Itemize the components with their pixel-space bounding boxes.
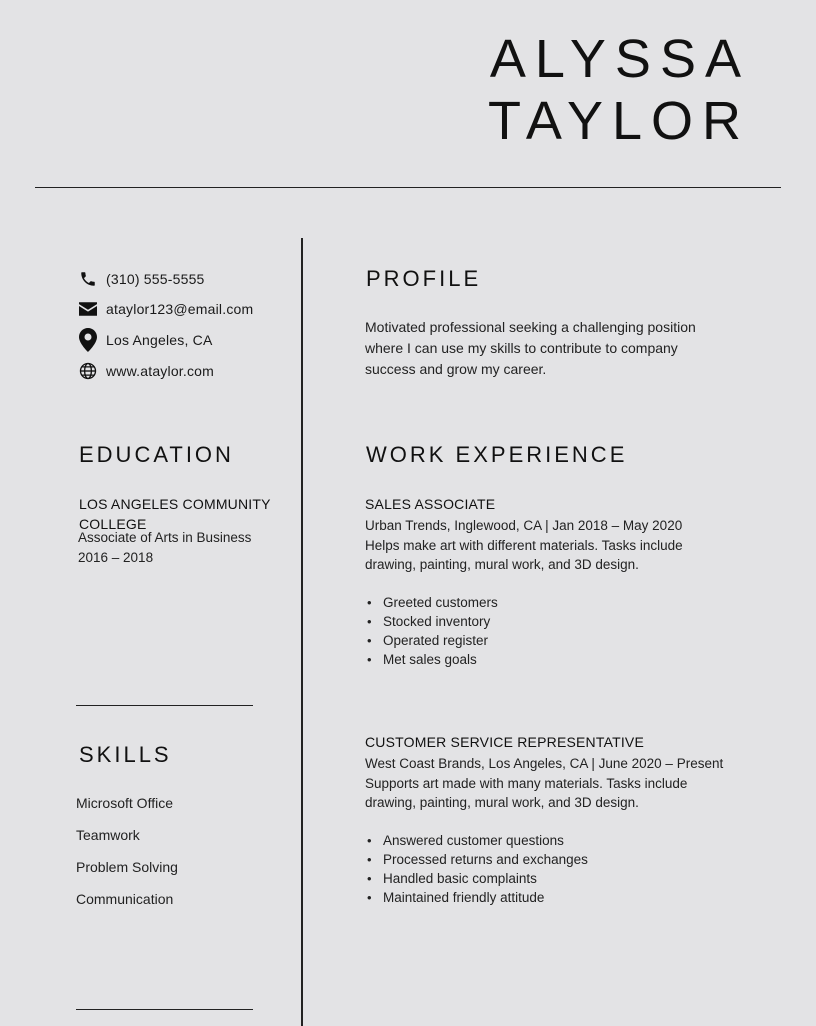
skill-item: Teamwork (76, 827, 140, 843)
skills-bottom-divider (76, 1009, 253, 1010)
list-item: • Stocked inventory (365, 612, 498, 631)
job-description-line2: drawing, painting, mural work, and 3D design. (365, 557, 639, 572)
job-bullet-list (365, 831, 588, 907)
job-description-line1: Supports art made with many materials. Tasks include (365, 776, 688, 791)
location-text: Los Angeles, CA (106, 332, 213, 348)
first-name: ALYSSA (489, 29, 750, 89)
skills-top-divider (76, 705, 253, 706)
profile-line-1: Motivated professional seeking a challenging position (365, 319, 696, 335)
job-title: CUSTOMER SERVICE REPRESENTATIVE (365, 734, 644, 750)
column-divider (301, 238, 303, 1026)
list-item: • Answered customer questions (365, 831, 588, 850)
skill-item: Problem Solving (76, 859, 178, 875)
resume-name (488, 28, 750, 152)
job-meta: West Coast Brands, Los Angeles, CA | June 2020 – Present (365, 756, 724, 771)
email-text: ataylor123@email.com (106, 301, 254, 317)
school-name-line2: COLLEGE (79, 516, 147, 532)
work-experience-heading: WORK EXPERIENCE (366, 442, 628, 467)
last-name: TAYLOR (487, 91, 750, 151)
globe-icon (78, 361, 98, 381)
list-item: • Met sales goals (365, 650, 498, 669)
job-description-line1: Helps make art with different materials. Tasks include (365, 538, 683, 553)
list-item: • Operated register (365, 631, 498, 650)
degree-text: Associate of Arts in Business (78, 530, 252, 545)
profile-line-3: success and grow my career. (365, 361, 547, 377)
list-item: • Handled basic complaints (365, 869, 588, 888)
job-bullet-list (365, 593, 498, 669)
education-years: 2016 – 2018 (78, 550, 154, 565)
skill-item: Microsoft Office (76, 795, 173, 811)
location-pin-icon (78, 330, 98, 350)
school-name-line1: LOS ANGELES COMMUNITY (79, 496, 271, 512)
envelope-icon (78, 299, 98, 319)
skills-heading: SKILLS (79, 742, 172, 767)
job-description-line2: drawing, painting, mural work, and 3D design. (365, 795, 639, 810)
job-meta: Urban Trends, Inglewood, CA | Jan 2018 – May 2020 (365, 518, 683, 533)
education-heading: EDUCATION (79, 442, 234, 467)
contact-email (78, 298, 253, 320)
list-item: • Maintained friendly attitude (365, 888, 588, 907)
list-item: • Greeted customers (365, 593, 498, 612)
phone-icon (78, 269, 98, 289)
phone-text: (310) 555-5555 (106, 271, 205, 287)
contact-location (78, 329, 213, 351)
contact-website (78, 360, 214, 382)
website-text: www.ataylor.com (106, 363, 215, 379)
profile-heading: PROFILE (366, 266, 482, 291)
skill-item: Communication (76, 891, 174, 907)
contact-phone (78, 268, 205, 290)
job-title: SALES ASSOCIATE (365, 496, 496, 512)
header-divider (35, 187, 781, 188)
list-item: • Processed returns and exchanges (365, 850, 588, 869)
profile-line-2: where I can use my skills to contribute to company (365, 340, 678, 356)
